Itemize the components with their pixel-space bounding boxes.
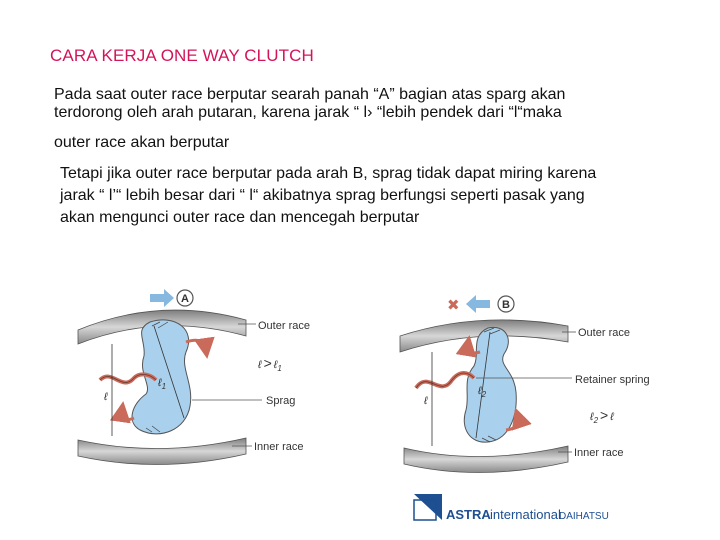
label-sprag-a: Sprag <box>266 395 296 407</box>
cross-icon: ✖ <box>447 296 460 314</box>
inner-race-a <box>78 438 246 465</box>
logo-partner: DAIHATSU <box>559 511 609 522</box>
diagram-b <box>400 295 650 473</box>
paragraph-1-line-3: outer race akan berputar <box>54 134 230 151</box>
marker-a-label: A <box>181 293 189 305</box>
symbol-l1-a: ℓ$_1$ <box>158 377 167 391</box>
paragraph-1-line-1: Pada saat outer race berputar searah panah “A” bagian atas sparg akan <box>54 86 566 103</box>
direction-arrow-b <box>466 295 490 313</box>
sprag-b <box>464 327 516 442</box>
astra-logo-icon <box>414 494 442 520</box>
rotation-arrow-a-top <box>186 340 206 350</box>
label-outer-race-b: Outer race <box>578 327 630 339</box>
marker-b-label: B <box>502 299 510 311</box>
label-retainer-spring-b: Retainer spring <box>575 374 650 386</box>
label-outer-race-a: Outer race <box>258 320 310 332</box>
symbol-l-a: ℓ <box>104 391 108 403</box>
symbol-l2-b: ℓ$_2$ <box>478 385 487 399</box>
logo-brand-2: international <box>490 507 561 522</box>
logo-brand: ASTRA <box>446 507 491 522</box>
slide-title: CARA KERJA ONE WAY CLUTCH <box>50 46 314 65</box>
astra-daihatsu-logo <box>414 494 609 522</box>
paragraph-2-line-3: akan mengunci outer race dan mencegah berputar <box>60 209 420 226</box>
paragraph-2-line-1: Tetapi jika outer race berputar pada arah B, sprag tidak dapat miring karena <box>60 165 597 182</box>
relation-a: ℓ > ℓ$_1$ <box>258 355 282 373</box>
label-inner-race-b: Inner race <box>574 447 624 459</box>
symbol-l-b: ℓ <box>424 395 428 407</box>
direction-arrow-a <box>150 289 174 307</box>
inner-race-b <box>404 446 568 473</box>
diagram-a <box>78 289 310 465</box>
relation-b: ℓ$_2$ > ℓ <box>590 407 614 425</box>
paragraph-2-line-2: jarak “ l’“ lebih besar dari “ l“ akibatnya sprag berfungsi seperti pasak yang <box>60 187 585 204</box>
paragraph-1-line-2: terdorong oleh arah putaran, karena jarak “ l› “lebih pendek dari “l“maka <box>54 104 562 121</box>
label-inner-race-a: Inner race <box>254 441 304 453</box>
